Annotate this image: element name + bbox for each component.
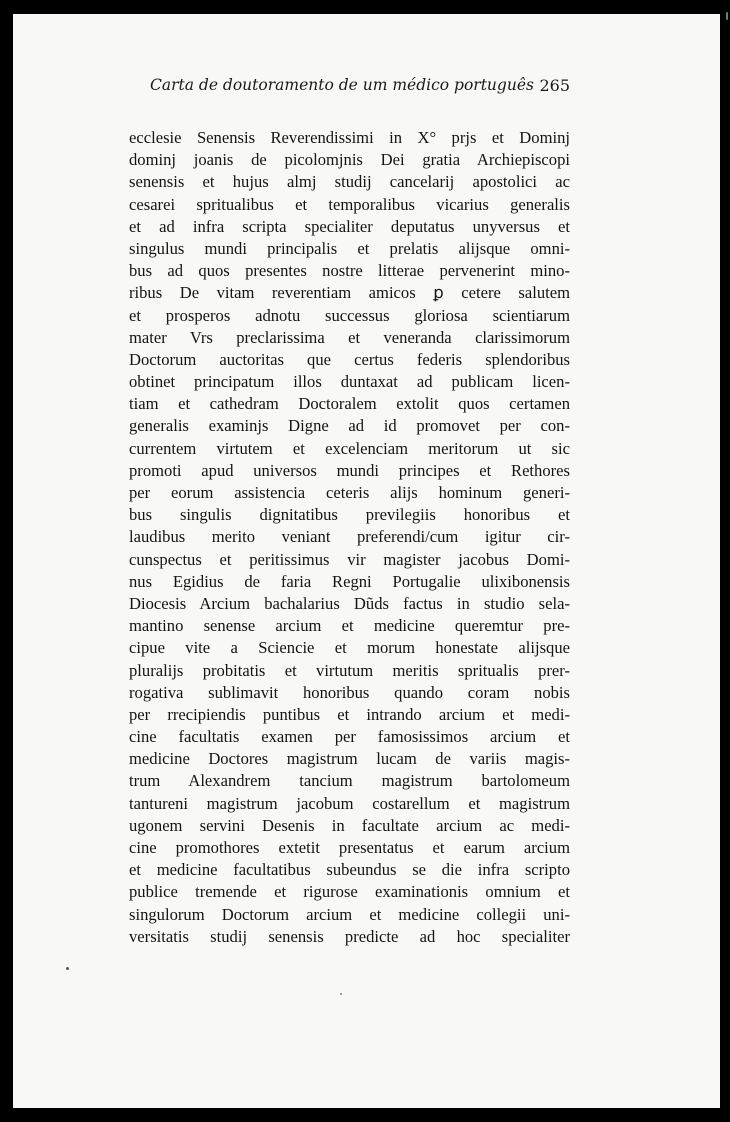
running-header [150,76,570,100]
text-line: singulorum Doctorum arcium et medicine collegii uni- [129,904,570,924]
page-number: 265 [539,76,570,95]
text-line: versitatis studij senensis predicte ad hoc specialiter [129,926,570,946]
text-line: promoti apud universos mundi principes et Rethores [129,460,570,480]
text-line: et medicine facultatibus subeundus se die infra scripto [129,860,570,880]
text-line: senensis et hujus almj studij cancelarij apostolici ac [129,172,570,192]
text-line: cine facultatis examen per famosissimos arcium et [129,727,570,747]
text-line: cipue vite a Sciencie et morum honestate alijsque [129,638,570,658]
text-line: cine promothores extetit presentatus et earum arcium [129,838,570,857]
text-line: cunspectus et peritissimus vir magister jacobus Domi- [129,549,570,569]
text-line: generalis examinjs Digne ad id promovet per con- [129,416,570,436]
text-line: cesarei spritualibus et temporalibus vicarius generalis [129,194,570,214]
text-line: ribus De vitam reverentiam amicos ꝑ cetere salutem [129,283,570,303]
text-line: trum Alexandrem tancium magistrum bartolomeum [129,771,570,791]
text-line: ugonem servini Desenis in facultate arcium ac medi- [129,815,570,835]
text-line: nus Egidius de faria Regni Portugalie ulixibonensis [129,571,570,591]
body-text [129,127,570,948]
text-line: Doctorum auctoritas que certus federis splendoribus [129,349,570,369]
text-line: per rrecipiendis puntibus et intrando arcium et medi- [129,704,570,724]
text-line: tantureni magistrum jacobum costarellum et magistrum [129,793,570,813]
text-line: singulus mundi principalis et prelatis alijsque omni- [129,238,570,258]
text-line: laudibus merito veniant preferendi/cum igitur cir- [129,527,570,547]
text-line: mater Vrs preclarissima et veneranda clarissimorum [129,327,570,347]
text-line: ecclesie Senensis Reverendissimi in X° prjs et Dominj [129,128,570,147]
text-line: et prosperos adnotu successus gloriosa scientiarum [129,305,570,325]
text-line: et ad infra scripta specialiter deputatus unyversus et [129,216,570,236]
text-line: pluralijs probitatis et virtutum meritis spritualis prer- [129,660,570,680]
text-line: mantino senense arcium et medicine queremtur pre- [129,616,570,636]
text-line: bus ad quos presentes nostre litterae pervenerint mino- [129,261,570,281]
text-line: tiam et cathedram Doctoralem extolit quos certamen [129,394,570,414]
text-line: bus singulis dignitatibus previlegiis honoribus et [129,505,570,525]
text-line: medicine Doctores magistrum lucam de variis magis- [129,749,570,769]
text-line: dominj joanis de picolomjnis Dei gratia Archiepiscopi [129,150,570,170]
text-line: currentem virtutem et excelenciam meritorum ut sic [129,438,570,458]
running-header-title: Carta de doutoramento de um médico português [150,76,534,94]
paper-speck [340,993,342,995]
text-line: rogativa sublimavit honoribus quando coram nobis [129,682,570,702]
paper-speck [66,967,69,970]
text-line: publice tremende et rigurose examinationis omnium et [129,882,570,902]
text-line: per eorum assistencia ceteris alijs hominum generi- [129,483,570,502]
paper-speck [726,12,728,20]
text-line: Diocesis Arcium bachalarius Dũds factus in studio sela- [129,593,570,613]
text-line: obtinet principatum illos duntaxat ad publicam licen- [129,372,570,392]
